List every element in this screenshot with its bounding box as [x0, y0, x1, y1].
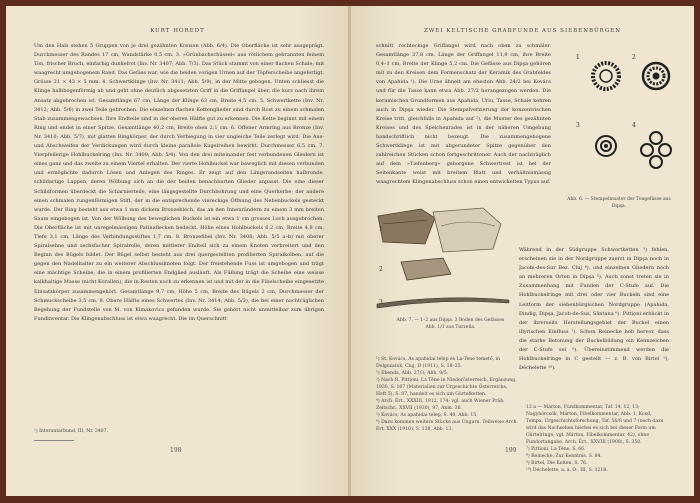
body-text: Um den Hals stehen 5 Gruppen von je drei gezähnten Kreisen (Abb. 6/4). Die Oberfläche ist sehr ausgeprägt. Durchmesser des Randes 17 cm, Wandstärke 0,5 cm. 3. »Grünbachschüssel« aus rötlichem gebrannten feinem Ton, frischer Bruch, einfarbig dunkelrot (Inv. Nr. 3407; Abb. 7/3). Das Stück stammt von einer flachen Schale, mit waagrecht umgebogenem Rand. Das Gefäss war, wie die beiden vorigen Urnen auf der Töpferscheibe angefertigt. Grösse 21 × 43 × 5 mm. 4. Schwertklinge (Inv. Nr. 3411; Abb. 5/9), in der Mitte gebogen. Unten schliesst die Klinge halbbogenförmig ab und geht ohne deutlich abgesetzten Griff in die Griffangel über, die kurz nach ihrem Ansatz abgebrochen ist. Gesamtlänge 67 cm, Länge der Klinge 63 cm, Breite 4,5 cm. 5. Schwertkette (Inv. Nr. 3412; Abb. 5/6) in zwei Teile gebrochen. Die einzelnen flachen Kettenglieder sind durch Rost zu einem schmalen Stab zusammengewachsen. Ihre Endteile sind in der oberen Hälfte gut zu erkennen. Die Kette beginnt mit einem Ring und endet in einer Spitze. Gesamtlänge 40,2 cm, Breite oben 2,1 cm. 6. Offener Armring aus Bronze (Inv. Nr. 3410; Abb. 5/7), mit glatten Ringkörper, der durch Verbiegung in vier ungleiche Teile zerlegt wird. Die Aus- und Abschweifen der Verdickungen wird durch kleine parallele Kugelreihen bewirkt. Durchmesser 6,5 cm. 7. Vierpfeilerige Hohlbuckelring (Inv. Nr. 3409; Abb. 5/4). Von den drei miteinander fest verbundenen Gliedern ist eines ganz und das zweite zu einem Viertel erhalten. Der vierte Hohlbuckel war beweglich mit diesen verbunden und ermöglichte dadurch Lösen und Anlegen des Ringes. Er zeigt auf den Längsrandseiten halbrunde, schildartige Lappen, deren Wölbung sich an die der beiden benachbarten Glieder anpasst. Die eine dieser Schildformen überdeckt die Scharnierteile, eine längsgestellte Durchbohrung und eine Querkerbe; der andere einen schmalen rungenförmigen Stift, der in die entsprechende viereckige Öffnung des Nebenbuckels gesteckt wurde. Der Ring besteht aus etwa 1 mm dickem Bronzeblech, das an den Innenrändern zu einem 3 mm breiten Saum eingebogen ist. Von der Wölbung des beweglichen Buckels ist ein etwa 1 cm grosses Loch ausgebrochen. Die Oberfläche ist mit unregelmässigen Patinaflecken bedeckt. Höhe eines Hohlbuckels 6,2 cm, Breite 4,8 cm, Tiefe 3,1 cm. Länge des Verbindungsstiftes 1,7 cm. 8. Bronzefibel (Inv. Nr. 3408; Abb. 5/5 a–b) mit oberer Spiralsehne und sechsfacher Spiralrolle, deren mittlerer Endteil sich zu einem Knoten verbreitert und den Beginn des Bügels bildet. Der Bügel selbst besteht aus drei quergestellten profilierten Spiralkolben, auf die gegen den Nadelhalter zu ein weiterer Abschlussknoten folgt. Der freistehende Fuss ist umgebogen und trägt eine mächtige Scheibe, die in einem profilierten Endglied ausläuft. Als Füllung trägt die Scheibe eine weisse kalkhaltige Masse (nicht Korallen), die in Resten noch zu erkennen ist und mit der in die Fibelscheibe eingesetzte Einsatzkörper zusammengehört. Gesamtlänge 9,7 cm, Höhe 5 cm, Breite des Bügels 2 cm, Durchmesser der Schmuckscheibe 3,5 cm. 9. Obere Hälfte eines Schwertes (Inv. Nr. 3414; Abb. 5/3), die bei einer nachträglichen Begehung der Fundstelle von M. von Kimakovics gefunden wurde. Sie gehört nicht unmittelbar zum übrigen Fundinventar. Die Klingenabschluss ist etwa waagrecht. Die im Querschnitt	[34, 43, 324, 322]
body-text-bottom: Während in der Südgruppe Schwertketten ³) fehlen, erscheinen sie in der Nordgruppe zuerst in Dipşa noch in Jacobi-des-Sur Bez. Cluj ⁴), und einzelnen Gliedern noch an mehreren Orten in Dipşa ⁵). Auch sonst treten sie in Zusammenhang mit Funden der C-Stufe auf. Die Hohlbuckelringe mit drei oder vier Buckeln sind eine Leitform der siebenbürgischen Nordgruppe (Apahida, Dindig, Dipşa, Jacob-de-Sus, Sântana ⁶). Pittioni erblickt in der ihrerseits Herstellungsgebiet der Buckel einen illyrischen Einfluss ⁷). Schon Reinecke hob hervor, dass die starke Betonung der Buckelbildung ein Kennzeichen der C-Stufe sei ⁸). Übereinstimmend werden die Hohlbuckelringe in C gestellt — z. B. von Birtel ⁹), Déchelette ¹⁰).	[519, 247, 669, 372]
page-number: 199	[505, 447, 517, 454]
sherd-drawing-2	[433, 208, 501, 252]
footnote: ⁷) Pittioni, La Tène, S. 66.	[526, 447, 586, 452]
footnote: ⁶) Dazu kommen weitere Stücke aus Ungarn. Teilweise Arch. Ért. XXX (1910), S. 138, Abb. 13.	[376, 420, 518, 432]
running-header: KURT HOREDT	[150, 28, 205, 34]
figure-number: 4	[632, 122, 636, 129]
footnote-rule	[34, 440, 74, 441]
running-header: ZWEI KELTISCHE GRABFUNDE AUS SIEBENBÜRGEN	[423, 28, 622, 34]
footnote: ²) Ebenda, Abb. 27/3; Abb. 9/5.	[376, 371, 449, 376]
concentric-circles-motif	[596, 136, 616, 156]
footnotes-right-column	[526, 404, 669, 474]
object-drawings	[373, 204, 513, 319]
figure-number: 2	[632, 54, 636, 61]
footnote: ¹⁰) Déchelette, a. a. O., III, S. 1218.	[526, 468, 608, 473]
figure-number: 1	[379, 226, 383, 233]
footnote: ¹) St. Kovács, As apahidai telep és La-Tène temető, in Dolgozatok, Cluj, II (1911), S. 18–35.	[376, 357, 501, 369]
footnote: ⁴) Arch. Ért., XXXIII, 1912, 174; vgl. auch Wiener Präh. Zeitschr., XXVII (1930), 97, Anm. 36.	[376, 399, 505, 411]
right-page	[351, 6, 694, 496]
figure-number: 2	[379, 266, 383, 273]
footnote: ⁹) Birtel, Die Kelten, S. 76.	[526, 461, 588, 466]
footnote: 12 a — Marton, Fundkommentar, Taf. 14, 12, 13; Nagyhörcsök, Márton, Fibelkommentar, Abb. 1, Kosd, Tempa, Urgeschichtsforschung, Taf. 56/8 und 7 (noch dazu wird das Nachsehen hierbei es sich bei dieser Form um Gürtelringe; vgl. Márton, Fibelkommentar, 42), ohne Fundortangabe, Arch. Ért., XXVIII (1908), S. 350.	[526, 405, 664, 445]
figure-caption: Abb. 6. — Stempelmuster der Tongefässe aus Dipşa.	[567, 197, 671, 209]
figure-number: 3	[576, 122, 580, 129]
footnotes-left-column	[376, 356, 518, 433]
book-spread	[6, 6, 694, 496]
objects-figure	[373, 204, 513, 332]
footnote: ¹) Interantarbund, III, Nr. 3407.	[34, 429, 108, 434]
sword-fragment-drawing	[377, 298, 509, 308]
spoke-wheel-motif	[643, 63, 669, 89]
page-number: 198	[170, 447, 182, 454]
body-text-top: schnitt rechteckige Griffangel wird nach oben zu schmäler. Gesamtlänge 27,8 cm, Länge der Griffangel 11,9 cm, ihre Breite 0,4–1 cm, Breite der Klinge 5,2 cm. Die Gefässe aus Dipşa gehören mit zu den Kreisen dem Formenschatz der Keramik des Grabfeldes von Apahida ¹). Die Urne ähnelt am ehesten Abb. 24/2 bei Kovács und für die Tasse kann etwa Abb. 27/2 herangezogen werden. Die keramischen Grundformen aus Apahida, Uriu, Tasse, Schale kehren auch in Dipşa wieder. Die Stempelverzierung der konzentrischen Kreise tritt, gleichfalls in Apahida auf ²), die Muster des gezähnten Kreises und des Speichenrades ist in der näheren Umgebung handschriftlich nicht bezeugt. Die zusammengebogene Schwertklinge ist mit abgerundeter Spitze gegenüber den zahlreichen Stücken schon fortgeschrittener. Auch der nachträglich auf dem »Tiefenberg« geborgene Schwertrest ist bei der Seitenkante weist mit breitem Blatt und verhältnismässig waagrechtem Klingenabschluss schon einen entwickelten Typus auf.	[376, 43, 551, 186]
figure-number: 1	[576, 54, 580, 61]
footnote: ³) Nach R. Pittioni, La Tène in Niederösterreich, Ergänzung, 1930, S. 167 (Materialien zur Urgeschichte Österreichs, Heft 5), S. 87, handelt es sich um Gürtelketten.	[376, 378, 517, 397]
ring-group-motif	[641, 132, 671, 168]
figure-caption: Abb. 7. — 1–2 aus Dipşa. 3 Boden des Gefässes Abb. 1/1 aus Turzella.	[396, 318, 505, 330]
left-page	[6, 6, 349, 496]
figure-number: 3	[379, 299, 383, 306]
stamp-pattern-figure	[556, 46, 674, 211]
sherd-drawing-1	[378, 209, 435, 244]
footnote: ⁵) Kovács, As apahidai telep, S. 40, Abb. 15.	[376, 413, 478, 418]
toothed-circle-motif-1	[593, 63, 619, 89]
vessel-base-drawing	[401, 258, 451, 280]
stamp-motifs	[556, 46, 674, 196]
footnote: ⁸) Reinecke, Zur Kenntnis, S. 84.	[526, 454, 602, 459]
